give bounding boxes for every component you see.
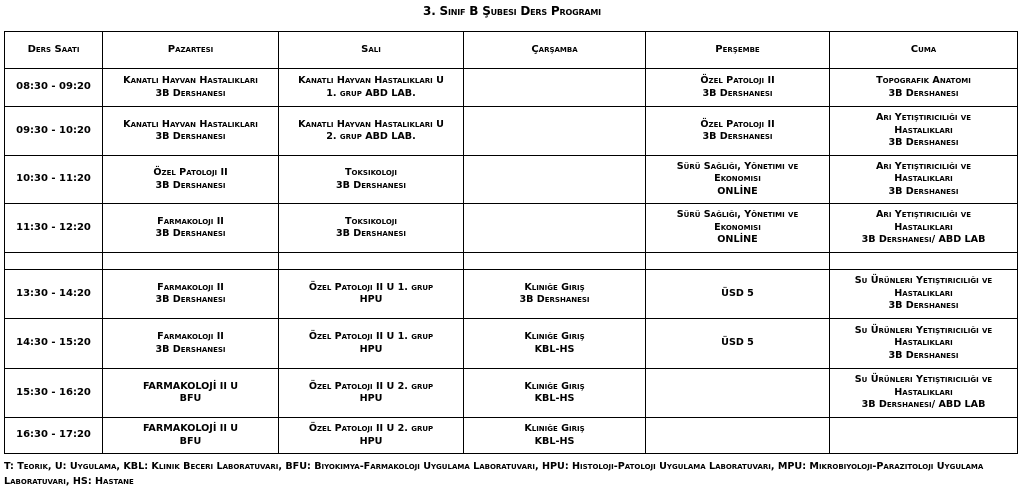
header-ders-saati: Ders Saati (5, 32, 103, 69)
course-cell (103, 369, 279, 418)
course-text: Farmakoloji II (157, 331, 224, 343)
course-cell (103, 107, 279, 156)
course-text: Hastalıkları (894, 287, 953, 299)
course-text: Kanatlı Hayvan Hastalıkları (123, 75, 258, 87)
course-cell (103, 319, 279, 369)
header-sali: Salı (279, 32, 464, 69)
header-cuma: Cuma (830, 32, 1018, 69)
course-text: 1. grup ABD LAB. (326, 87, 416, 99)
time-slot: 08:30 - 09:20 (5, 69, 103, 107)
time-slot: 09:30 - 10:20 (5, 107, 103, 156)
schedule-row (5, 418, 1018, 454)
course-text: HPU (359, 294, 383, 305)
course-cell (279, 270, 464, 319)
course-text: Kliniğe Giriş (524, 281, 585, 293)
course-cell (646, 107, 830, 156)
course-text: ÜSD 5 (721, 337, 754, 349)
schedule-row (5, 107, 1018, 156)
course-cell (830, 319, 1018, 369)
course-text: KBL-HS (534, 435, 575, 447)
course-cell (279, 156, 464, 204)
course-cell (646, 156, 830, 204)
course-text: Kliniğe Giriş (524, 380, 585, 392)
course-text: 3B Dershanesi (155, 179, 226, 191)
header-pazartesi: Pazartesi (103, 32, 279, 69)
course-text: Toksikoloji (345, 167, 397, 179)
empty-cell (830, 253, 1018, 270)
course-cell (103, 270, 279, 319)
empty-cell (464, 204, 646, 253)
course-cell (830, 270, 1018, 319)
course-cell (464, 270, 646, 319)
schedule-title: 3. Sınıf B Şubesi Ders Programı (423, 4, 601, 18)
course-cell (646, 319, 830, 369)
time-slot: 13:30 - 14:20 (5, 270, 103, 319)
course-cell (646, 204, 830, 253)
schedule-row (5, 204, 1018, 253)
course-cell (830, 69, 1018, 107)
course-text: Ekonomisi (714, 173, 761, 185)
empty-cell (464, 107, 646, 156)
course-cell (830, 156, 1018, 204)
course-text: Sürü Sağlığı, Yönetimi ve (676, 209, 799, 221)
course-text: 3B Dershanesi (155, 228, 226, 239)
course-cell (830, 204, 1018, 253)
empty-cell (646, 369, 830, 418)
course-text: HPU (359, 435, 383, 447)
time-slot: 11:30 - 12:20 (5, 204, 103, 253)
course-text: Topografik Anatomi (876, 75, 971, 87)
course-text: Su Ürünleri Yetiştiriciliği ve (854, 324, 993, 336)
course-text: Hastalıkları (894, 386, 953, 398)
course-text: KBL-HS (534, 393, 575, 404)
course-text: 3B Dershanesi (519, 294, 590, 305)
header-row (5, 32, 1018, 69)
course-text: 3B Dershanesi (155, 87, 226, 99)
course-text: FARMAKOLOJİ II U (142, 423, 239, 435)
time-slot: 14:30 - 15:20 (5, 319, 103, 369)
course-text: 3B Dershanesi (335, 228, 407, 239)
course-text: 2. grup ABD LAB. (326, 131, 416, 142)
course-cell (279, 319, 464, 369)
course-text: BFU (179, 435, 202, 447)
course-cell (279, 204, 464, 253)
course-text: 3B Dershanesi (155, 294, 226, 305)
course-text: BFU (179, 393, 202, 404)
course-text: Özel Patoloji II (153, 167, 228, 179)
course-text: Kanatlı Hayvan Hastalıkları (123, 118, 258, 130)
schedule-row (5, 156, 1018, 204)
empty-cell (646, 253, 830, 270)
course-cell (279, 418, 464, 454)
course-text: HPU (359, 393, 383, 404)
lunch-break-row (5, 253, 1018, 270)
course-text: 3B Dershanesi/ ABD LAB (861, 399, 986, 411)
schedule-row (5, 319, 1018, 369)
course-text: Özel Patoloji II U 2. grup (308, 423, 434, 435)
legend-note: T: Teorik, U: Uygulama, KBL: Klinik Beceri Laboratuvarı, BFU: Biyokimya-Farmakoloji Uygulama Laboratuvarı, HPU: Histoloji-Patoloji Uygulama Laboratuvarı, MPU: Mikrobiyoloji-Parazitoloji Uygulama Laboratuvarı, HS: Hastane (4, 461, 984, 487)
course-text: Toksikoloji (345, 215, 397, 227)
course-cell (103, 156, 279, 204)
course-text: Özel Patoloji II (700, 75, 775, 87)
empty-cell (646, 418, 830, 454)
course-cell (646, 270, 830, 319)
course-cell (830, 107, 1018, 156)
course-text: ÜSD 5 (721, 287, 754, 299)
course-text: Arı Yetiştiriciliği ve (876, 209, 971, 221)
empty-cell (5, 253, 103, 270)
course-text: Farmakoloji II (157, 215, 224, 227)
course-text: Hastalıkları (894, 173, 953, 185)
empty-cell (103, 253, 279, 270)
course-cell (279, 69, 464, 107)
course-cell (464, 418, 646, 454)
course-text: 3B Dershanesi (155, 343, 226, 355)
header-carsamba: Çarşamba (464, 32, 646, 69)
course-text: 3B Dershanesi (888, 185, 959, 197)
course-text: 3B Dershanesi (888, 349, 959, 361)
course-cell (103, 418, 279, 454)
course-text: 3B Dershanesi (888, 300, 959, 312)
course-cell (279, 107, 464, 156)
course-text: Hastalıkları (894, 124, 953, 136)
course-text: 3B Dershanesi (888, 137, 959, 149)
course-cell (103, 204, 279, 253)
schedule-row (5, 69, 1018, 107)
course-text: KBL-HS (534, 343, 575, 355)
course-text: Kliniğe Giriş (524, 423, 585, 435)
course-text: Sürü Sağlığı, Yönetimi ve (676, 160, 799, 172)
course-text: Arı Yetiştiriciliği ve (876, 160, 971, 172)
empty-cell (830, 418, 1018, 454)
course-text: ONLİNE (717, 185, 758, 197)
course-text: HPU (359, 343, 383, 355)
course-text: 3B Dershanesi (335, 179, 407, 191)
course-text: 3B Dershanesi (888, 87, 959, 99)
course-text: Özel Patoloji II U 1. grup (308, 281, 434, 293)
course-cell (646, 69, 830, 107)
course-text: Arı Yetiştiriciliği ve (876, 112, 971, 124)
course-text: Su Ürünleri Yetiştiriciliği ve (854, 374, 993, 386)
course-cell (464, 319, 646, 369)
empty-cell (464, 69, 646, 107)
course-text: Özel Patoloji II (700, 118, 775, 130)
empty-cell (464, 156, 646, 204)
course-text: Kanatlı Hayvan Hastalıkları U (298, 75, 444, 87)
course-text: 3B Dershanesi/ ABD LAB (861, 234, 986, 246)
course-text: Kliniğe Giriş (524, 331, 585, 343)
empty-cell (464, 253, 646, 270)
course-text: Özel Patoloji II U 2. grup (308, 380, 434, 392)
time-slot: 16:30 - 17:20 (5, 418, 103, 454)
course-text: Hastalıkları (894, 221, 953, 233)
time-slot: 15:30 - 16:20 (5, 369, 103, 418)
course-text: Su Ürünleri Yetiştiriciliği ve (854, 275, 993, 287)
course-cell (464, 369, 646, 418)
course-cell (830, 369, 1018, 418)
course-text: Ekonomisi (714, 221, 761, 233)
course-text: Hastalıkları (894, 337, 953, 349)
time-slot: 10:30 - 11:20 (5, 156, 103, 204)
course-text: ONLİNE (717, 234, 758, 246)
schedule-row (5, 369, 1018, 418)
schedule-row (5, 270, 1018, 319)
course-text: Farmakoloji II (157, 281, 224, 293)
course-text: 3B Dershanesi (155, 131, 226, 142)
course-cell (103, 69, 279, 107)
course-text: FARMAKOLOJİ II U (142, 380, 239, 392)
schedule-table (4, 31, 1018, 454)
header-persembe: Perşembe (646, 32, 830, 69)
empty-cell (279, 253, 464, 270)
course-text: Özel Patoloji II U 1. grup (308, 331, 434, 343)
course-text: Kanatlı Hayvan Hastalıkları U (298, 118, 444, 130)
course-text: 3B Dershanesi (702, 131, 773, 142)
course-text: 3B Dershanesi (702, 87, 773, 99)
course-cell (279, 369, 464, 418)
